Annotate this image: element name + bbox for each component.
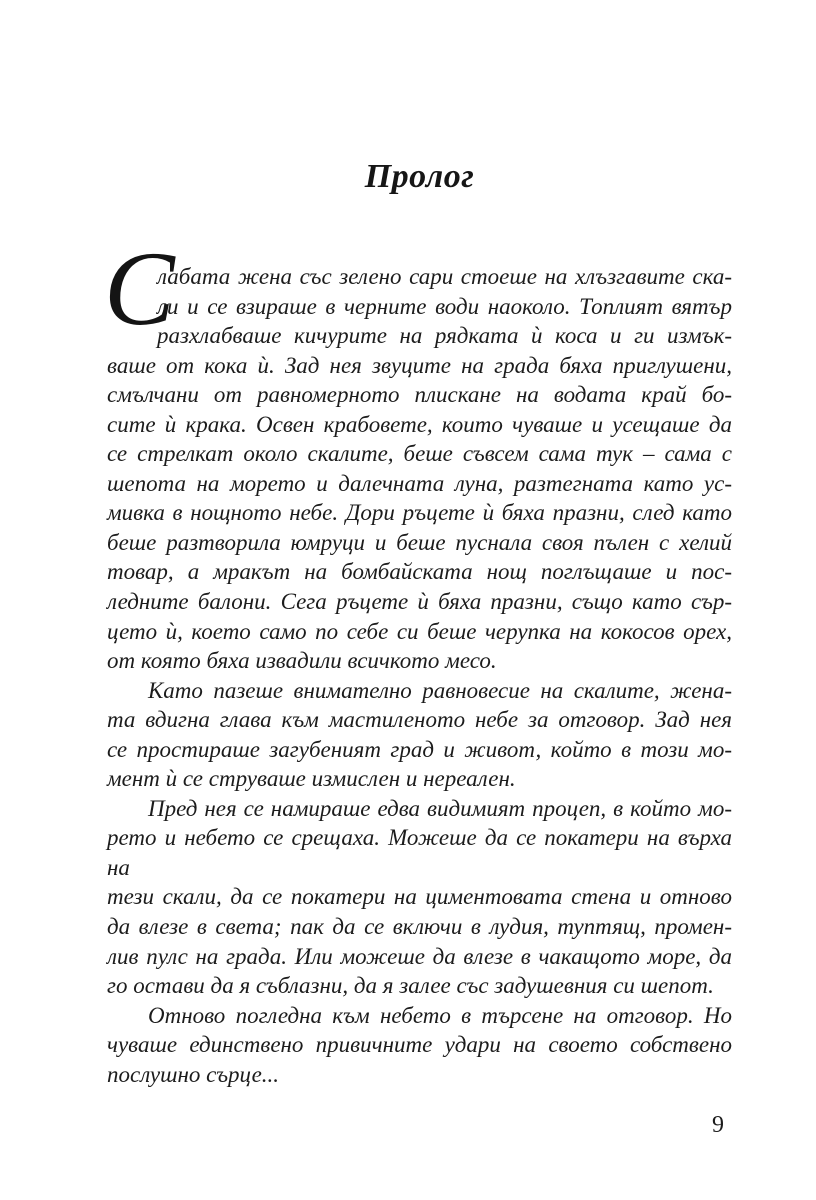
- chapter-title: Пролог: [364, 158, 475, 195]
- text-line: рето и небето се срещаха. Можеше да се покатери на върха на: [107, 825, 732, 880]
- text-line: беше разтворила юмруци и беше пуснала своя пълен с хелий: [107, 529, 732, 555]
- text-line: послушно сърце...: [107, 1061, 280, 1087]
- text-line: Отново погледна към небето в търсене на отговор. Но: [148, 1002, 732, 1028]
- text-line: ледните балони. Сега ръцете ѝ бяха празни, също като сър-: [107, 589, 732, 615]
- text-line: мивка в нощното небе. Дори ръцете ѝ бяха празни, след като: [107, 500, 732, 526]
- text-line: смълчани от равномерното плискане на водата край бо-: [107, 382, 732, 408]
- body-text: [104, 230, 732, 1089]
- text-line: цето ѝ, което само по себе си беше черупка на кокосов орех,: [107, 618, 732, 644]
- text-line: чуваше единствено привичните удари на своето собствено: [107, 1032, 732, 1058]
- text-line: Като пазеше внимателно равновесие на скалите, жена-: [148, 677, 732, 703]
- text-line: ли и се взираше в черните води наоколо. Топлият вятър: [157, 293, 732, 319]
- text-line: се стрелкат около скалите, беше съвсем сама тук – сама с: [107, 441, 732, 467]
- text-line: мент ѝ се струваше измислен и нереален.: [107, 766, 516, 792]
- text-line: от която бяха извадили всичкото месо.: [107, 648, 497, 674]
- text-line: сите ѝ крака. Освен крабовете, които чуваше и усещаше да: [107, 411, 732, 437]
- text-line: шепота на морето и далечната луна, разтегната като ус-: [107, 470, 732, 496]
- text-line: товар, а мракът на бомбайската нощ поглъщаше и пос-: [107, 559, 732, 585]
- text-line: да влезе в света; пак да се включи в лудия, туптящ, промен-: [107, 914, 732, 940]
- text-line: тези скали, да се покатери на циментовата стена и отново: [107, 884, 732, 910]
- text-line: лив пулс на града. Или можеше да влезе в чакащото море, да: [107, 943, 732, 969]
- drop-cap: С: [104, 230, 175, 347]
- text-line: лабата жена със зелено сари стоеше на хлъзгавите ска-: [157, 264, 732, 289]
- text-line: го остави да я съблазни, да я залее със задушевния си шепот.: [107, 973, 714, 999]
- text-line: Пред нея се намираше едва видимият процеп, в който мо-: [148, 795, 732, 821]
- text-line: ваше от кока ѝ. Зад нея звуците на града бяха приглушени,: [107, 352, 732, 378]
- text-line: разхлабваше кичурите на рядката ѝ коса и ги измък-: [157, 323, 732, 349]
- text-line: та вдигна глава към мастиленото небе за отговор. Зад нея: [107, 707, 732, 733]
- page-number: 9: [712, 1112, 724, 1138]
- text-line: се простираше загубеният град и живот, който в този мо-: [107, 736, 732, 762]
